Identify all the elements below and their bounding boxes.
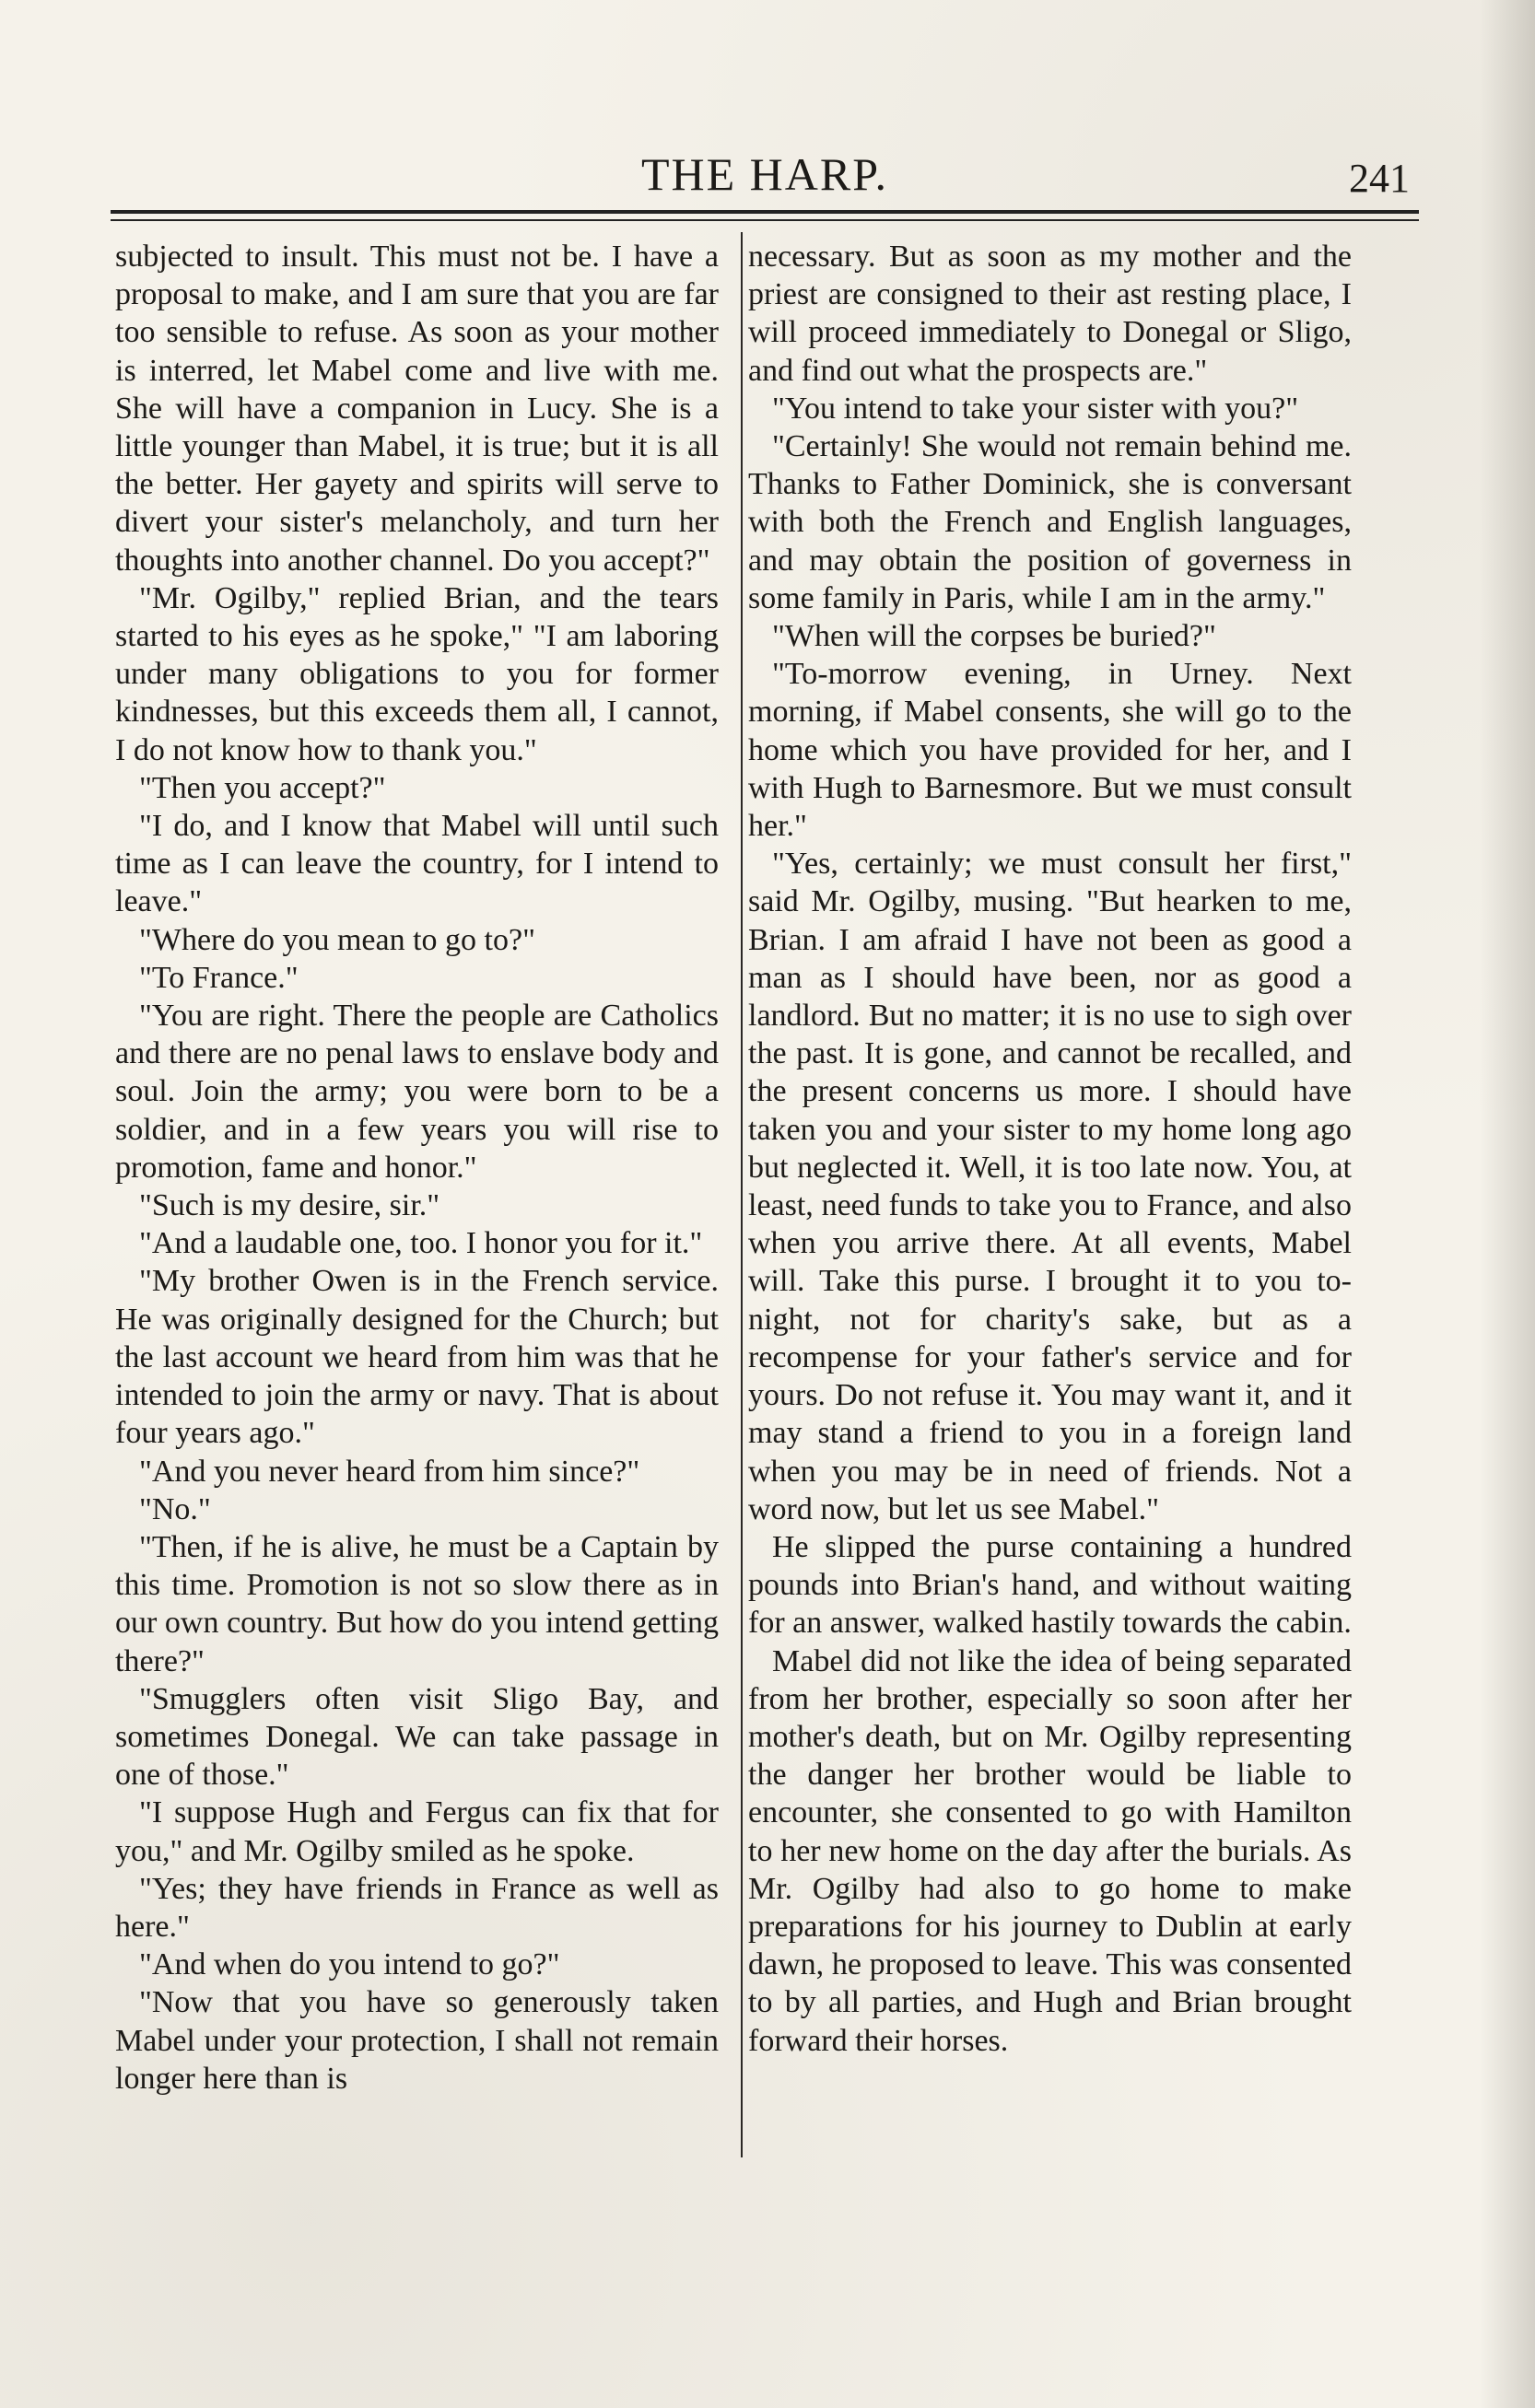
left-paragraph: "Yes; they have friends in France as well as here." [115,1871,719,1944]
right-paragraph: He slipped the purse containing a hundred pounds into Brian's hand, and without waiting for an answer, walked hastily towards the cabin. [748,1529,1352,1641]
right-paragraph: "To-morrow evening, in Urney. Next morning, if Mabel consents, she will go to the home which you have provided for her, and I with Hugh to Barnesmore. But we must consult her." [748,657,1352,844]
left-paragraph: "I suppose Hugh and Fergus can fix that for you," and Mr. Ogilby smiled as he spoke. [115,1795,719,1868]
left-paragraph: "Then you accept?" [139,770,386,805]
header-rule-thick [111,210,1419,214]
left-paragraph: "Mr. Ogilby," replied Brian, and the tears started to his eyes as he spoke," "I am laboring under many obligations to you for former kindnesses, but this exceeds them all, I cannot, I do not know how to thank you." [115,580,719,767]
header-rule-thin [111,219,1419,221]
right-paragraph: "When will the corpses be buried?" [772,619,1216,654]
left-paragraph: "Such is my desire, sir." [139,1188,440,1223]
left-paragraph: "No." [139,1491,211,1526]
page-edge-shadow [1480,0,1535,2408]
right-paragraph: "Certainly! She would not remain behind me. Thanks to Father Dominick, she is conversant with both the French and English languages, and may obtain the position of governess in some family in Paris, while I am in the army." [748,429,1352,615]
left-paragraph: "And you never heard from him since?" [139,1454,640,1489]
left-paragraph: "Where do you mean to go to?" [139,922,535,957]
right-paragraph: necessary. But as soon as my mother and the priest are consigned to their ast resting place, I will proceed immediately to Donegal or Sligo, and find out what the prospects are." [748,240,1352,388]
right-column [748,238,1352,2060]
left-paragraph: "Now that you have so generously taken Mabel under your protection, I shall not remain longer here than is [115,1985,719,2096]
left-paragraph: "Smugglers often visit Sligo Bay, and sometimes Donegal. We can take passage in one of those." [115,1681,719,1793]
right-paragraph: "Yes, certainly; we must consult her first," said Mr. Ogilby, musing. "But hearken to me, Brian. I am afraid I have not been as good a man as I should have been, nor as good a landlord. But no matter; it is no use to sigh over the past. It is gone, and cannot be recalled, and the present concerns us more. I should have taken you and your sister to my home long ago but neglected it. Well, it is too late now. You, at least, need funds to take you to France, and also when you arrive there. At all events, Mabel will. Take this purse. I brought it to you to-night, not for charity's sake, but as a recompense for your father's service and for yours. Do not refuse it. You may want it, and it may stand a friend to you in a foreign land when you may be in need of friends. Not a word now, but let us see Mabel." [748,847,1352,1526]
left-paragraph: subjected to insult. This must not be. I have a proposal to make, and I am sure that you are far too sensible to refuse. As soon as your mother is interred, let Mabel come and live with me. She will have a companion in Lucy. She is a little younger than Mabel, it is true; but it is all the better. Her gayety and spirits will serve to divert your sister's melancholy, and turn her thoughts into another channel. Do you accept?" [115,240,719,578]
right-paragraph: "You intend to take your sister with you?" [772,391,1299,426]
left-paragraph: "And a laudable one, too. I honor you for it." [139,1226,703,1261]
left-paragraph: "My brother Owen is in the French service. He was originally designed for the Church; but the last account we heard from him was that he intended to join the army or navy. That is about four years ago." [115,1264,719,1451]
page-title: THE HARP. [640,148,889,200]
column-divider [741,232,743,2157]
right-paragraph: Mabel did not like the idea of being separated from her brother, especially so soon after her mother's death, but on Mr. Ogilby representing the danger her brother would be liable to encounter, she consented to go with Hamilton to her new home on the day after the burials. As Mr. Ogilby had also to go home to make preparations for his journey to Dublin at early dawn, he proposed to leave. This was consented to by all parties, and Hugh and Brian brought forward their horses. [748,1643,1352,2058]
left-paragraph: "You are right. There the people are Catholics and there are no penal laws to enslave body and soul. Join the army; you were born to be a soldier, and in a few years you will rise to promotion, fame and honor." [115,999,719,1185]
left-paragraph: "Then, if he is alive, he must be a Captain by this time. Promotion is not so slow there as in our own country. But how do you intend getting there?" [115,1529,719,1678]
left-paragraph: "I do, and I know that Mabel will until such time as I can leave the country, for I intend to leave." [115,809,719,919]
running-header [111,147,1419,203]
left-paragraph: "To France." [139,960,299,995]
page-number: 241 [1349,156,1410,201]
left-paragraph: "And when do you intend to go?" [139,1947,560,1982]
left-column [115,238,719,2098]
